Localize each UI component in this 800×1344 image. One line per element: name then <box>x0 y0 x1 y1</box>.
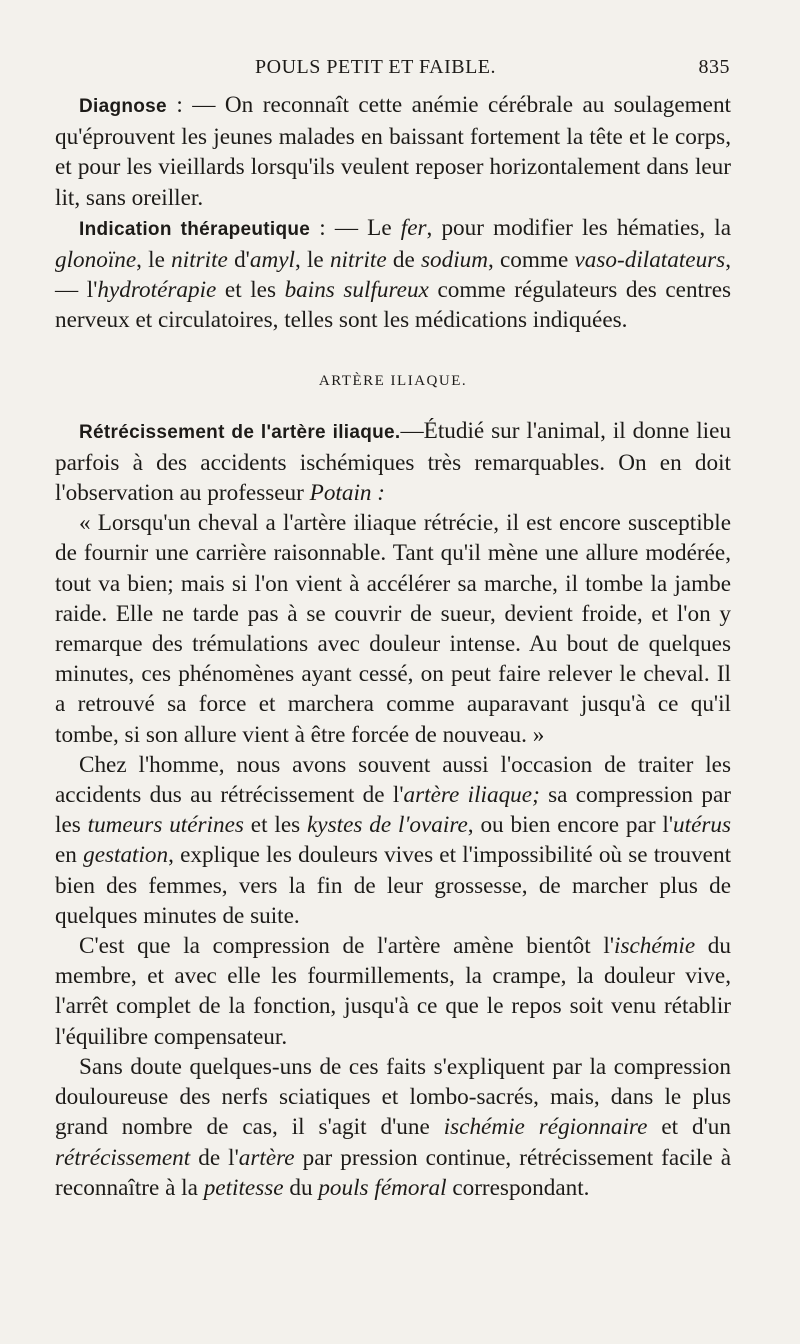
label-indication: Indication thérapeutique <box>79 218 311 240</box>
label-retrecissement: Rétrécissement de l'artère iliaque. <box>79 421 401 443</box>
running-title: POULS PETIT ET FAIBLE. <box>255 56 497 78</box>
paragraph-homme: Chez l'homme, nous avons souvent aussi l'occasion de traiter les accidents dus au rétrécissement de l'artère iliaque; sa compression par les tumeurs utérines et les kystes de l'ovaire, ou bien encore par l'utérus en gestation, explique les douleurs vives et l'impossibilité où se trouvent bien des femmes, vers la fin de leur grossesse, de marcher plus de quelques minutes de suite. <box>55 751 732 929</box>
paragraph-diagnose: Diagnose : — On reconnaît cette anémie cérébrale au soulagement qu'éprouvent les jeunes malades en baissant fortement la tête et le corps, et pour les vieillards lorsqu'ils veulent reposer horizontalement dans leur lit, sans oreiller. <box>55 92 731 211</box>
label-diagnose: Diagnose <box>79 96 167 117</box>
paragraph-sans-doute: Sans doute quelques-uns de ces faits s'expliquent par la compression douloureuse des nerfs sciatiques et lombo-sacrés, mais, dans le plus grand nombre de cas, il s'agit d'une ischémie régionnaire et d'un rétrécissement de l'artère par pression continue, rétrécissement facile à reconnaître à la petitesse du pouls fémoral correspondant. <box>55 1053 731 1201</box>
paragraph-compression: C'est que la compression de l'artère amène bientôt l'ischémie du membre, et avec elle les fourmillements, la crampe, la douleur vive, l'arrêt complet de la fonction, jusqu'à ce que le repos soit venu rétablir l'équilibre compensateur. <box>55 933 731 1050</box>
section-title: ARTÈRE ILIAQUE. <box>318 372 468 389</box>
paragraph-quote: « Lorsqu'un cheval a l'artère iliaque rétrécie, il est encore susceptible de fournir une carrière raisonnable. Tant qu'il mène une allure modérée, tout va bien; mais si l'on vient à accélérer sa marche, il tombe la jambe raide. Elle ne tarde pas à se couvrir de sueur, devient froide, et l'on y remarque des trémulations avec douleur intense. Au bout de quelques minutes, ces phénomènes ayant cessé, on peut faire relever le cheval. Il a retrouvé sa force et marchera comme auparavant jusqu'à ce qu'il tombe, si son allure vient à être forcée de nouveau. » <box>55 510 731 748</box>
page-number: 835 <box>698 56 730 78</box>
paragraph-indication: Indication thérapeutique : — Le fer, pour modifier les hématies, la glonoïne, le nitrite d'amyl, le nitrite de sodium, comme vaso-dilatateurs, — l'hydrotérapie et les bains sulfureux comme régulateurs des centres nerveux et circulatoires, telles sont les médications indiquées. <box>55 214 732 334</box>
body-text <box>55 90 731 1203</box>
paragraph-retrecissement: Rétrécissement de l'artère iliaque.—Étudié sur l'animal, il donne lieu parfois à des accidents ischémiques très remarquables. On en doit l'observation au professeur Potain : <box>55 417 731 507</box>
page-header <box>0 56 800 86</box>
